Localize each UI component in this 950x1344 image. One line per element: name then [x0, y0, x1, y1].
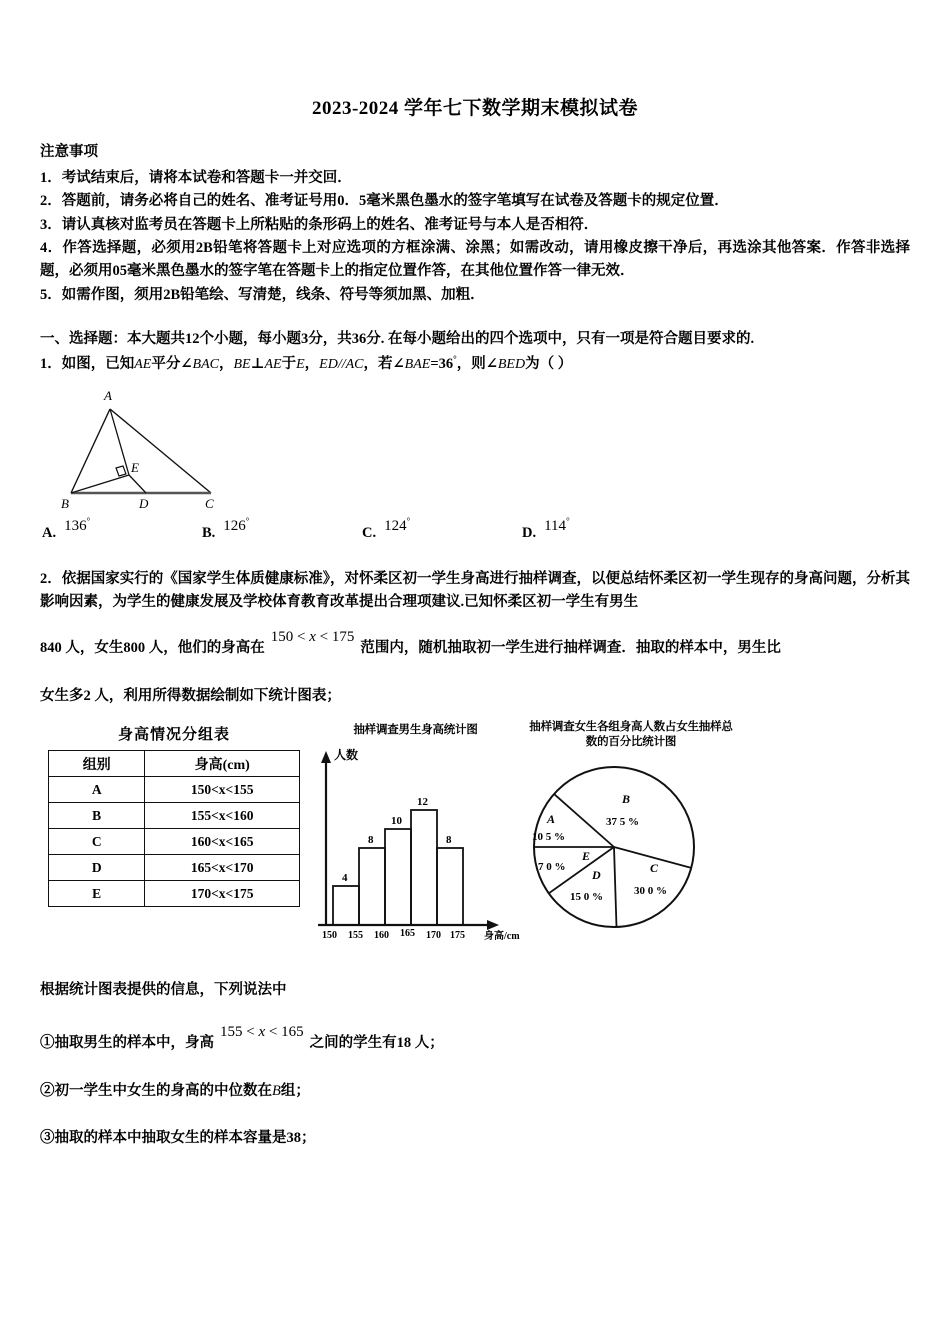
option-b-letter: B.: [202, 525, 216, 542]
label-d: D: [139, 496, 149, 512]
q1-text-h: ，则∠: [456, 355, 498, 372]
pie-label-d: D: [592, 867, 601, 882]
segment-ed: [129, 475, 146, 493]
page-title: 2023-2024 学年七下数学期末模拟试卷: [311, 98, 639, 119]
option-d[interactable]: [522, 516, 682, 542]
table-row: [49, 829, 300, 855]
option-a[interactable]: [42, 516, 202, 542]
pie-label-b: B: [622, 791, 631, 806]
statement-1-math: 155 < x < 165: [220, 1023, 304, 1040]
q1-text-g: =36: [430, 355, 454, 372]
pie-chart-svg: [526, 750, 726, 940]
segment-ae: [110, 409, 129, 475]
x-tick-170: 170: [426, 930, 441, 942]
q1-text-d: 于: [281, 355, 297, 372]
option-b[interactable]: [202, 516, 362, 542]
option-b-degree: °: [245, 516, 250, 527]
pie-chart-title: 抽样调查女生各组身高人数占女生抽样总数的百分比统计图: [529, 721, 733, 748]
question-2-para-1: 2．依据国家实行的《国家学生体质健康标准》，对怀柔区初一学生身高进行抽样调查，以便总结怀柔区初一学生现存的身高问题，分析其影响因素，为学生的健康发展及学校体育教育改革提出合理项建议.已知怀柔区初一学生有男生: [40, 571, 910, 610]
pie-label-e: E: [582, 848, 591, 863]
option-d-number: 114: [544, 518, 567, 535]
pie-value-d: 15 0 %: [570, 890, 603, 903]
pie-divider-cd: [614, 847, 617, 927]
x-tick-165: 165: [400, 928, 415, 940]
row-b-range: 155<x<160: [145, 803, 300, 829]
row-a-range: 150<x<155: [145, 777, 300, 803]
x-tick-160: 160: [374, 930, 389, 942]
label-a: A: [104, 388, 112, 404]
q1-text-a: 如图，已知: [61, 355, 135, 372]
q1-math-ed-ac: ED//AC: [319, 356, 364, 372]
segment-ab: [71, 409, 110, 493]
bar-155-160: [359, 848, 385, 925]
q1-math-bed: BED: [497, 356, 526, 372]
option-a-letter: A.: [42, 525, 57, 542]
header-height: 身高(cm): [145, 751, 300, 777]
segment-be: [71, 475, 129, 493]
question-2-block: [40, 568, 910, 707]
row-b-group: B: [49, 803, 145, 829]
bar-160-165: [385, 829, 411, 925]
row-d-group: D: [49, 855, 145, 881]
section-heading: 一、选择题：本大题共12个小题，每小题3分，共36分. 在每小题给出的四个选项中，只有一项是符合题目要求的.: [40, 331, 755, 348]
q1-math-bac: BAC: [192, 356, 219, 372]
notice-item-2: 2．答题前，请务必将自己的姓名、准考证号用0．5毫米黑色墨水的签字笔填写在试卷及答题卡的规定位置．: [40, 193, 729, 210]
statement-2-post: 组；: [280, 1082, 310, 1099]
option-c-degree: °: [406, 516, 411, 527]
statement-1-pre: ①抽取男生的样本中，身高: [40, 1034, 214, 1051]
notice-item-5: 5．如需作图，须用2B铅笔绘、写清楚，线条、符号等须加黑、加粗．: [40, 286, 485, 303]
option-b-number: 126: [223, 518, 246, 535]
bar-value-4: 12: [417, 796, 428, 809]
row-e-range: 170<x<175: [145, 881, 300, 907]
statement-2-math: B: [272, 1082, 281, 1099]
notice-block: [40, 142, 910, 308]
pie-label-c: C: [650, 860, 659, 875]
height-group-table-figure: [48, 723, 300, 907]
pie-value-c: 30 0 %: [634, 884, 667, 897]
pie-group: [532, 767, 694, 927]
question-2-statements: [40, 980, 910, 1150]
q1-text-e: ，: [304, 355, 320, 372]
option-c-value: [384, 516, 410, 535]
bar-chart-title: 抽样调查男生身高统计图: [353, 724, 478, 737]
label-b: B: [61, 496, 69, 512]
y-axis-arrow: [321, 751, 331, 763]
female-height-pie-chart-figure: [526, 720, 736, 955]
q2-para2-pre: 840 人，女生800 人，他们的身高在: [40, 640, 265, 657]
statement-3: [40, 1128, 910, 1150]
table-header-row: [49, 751, 300, 777]
option-c-number: 124: [384, 518, 407, 535]
right-angle-marker: [116, 466, 126, 476]
statement-2-pre: ②初一学生中女生的身高的中位数在: [40, 1082, 272, 1099]
q2-para2-post: 范围内，随机抽取初一学生进行抽样调查．抽取的样本中，男生比: [360, 640, 781, 657]
x-axis-arrow: [487, 920, 499, 930]
pie-value-a: 10 5 %: [532, 830, 565, 843]
q1-text-f: ，若∠: [363, 355, 405, 372]
statement-2: [40, 1081, 910, 1103]
q2-height-range-math: 150 < x < 175: [270, 629, 355, 646]
question-1-options: [42, 516, 682, 542]
question-1-geometry-figure: [58, 380, 308, 515]
notice-heading: 注意事项: [40, 143, 98, 160]
option-d-letter: D.: [522, 525, 537, 542]
table-title: 身高情况分组表: [117, 727, 230, 744]
q1-math-ae2: AE: [264, 356, 282, 372]
y-axis-label: 人数: [334, 748, 359, 763]
q1-degree-symbol: °: [453, 353, 457, 364]
bar-value-2: 8: [368, 834, 374, 847]
question-2-figures: [40, 723, 910, 958]
pie-label-a: A: [547, 811, 556, 826]
bar-165-170: [411, 810, 437, 925]
table-row: [49, 803, 300, 829]
statement-1: [40, 1023, 910, 1055]
bar-chart-svg: [308, 737, 523, 942]
table-row: [49, 881, 300, 907]
q1-text-c: ，: [218, 355, 234, 372]
statements-lead-in: 根据统计图表提供的信息，下列说法中: [40, 982, 287, 999]
row-c-group: C: [49, 829, 145, 855]
option-d-degree: °: [566, 516, 570, 527]
height-group-table: [48, 750, 300, 907]
header-group: 组别: [49, 751, 145, 777]
option-b-value: [223, 516, 249, 535]
notice-item-4: 4．作答选择题，必须用2B铅笔将答题卡上对应选项的方框涂满、涂黑；如需改动，请用橡皮擦干净后，再选涂其他答案．作答非选择题，必须用05毫米黑色墨水的签字笔在答题卡上的指定位置作答，在其他位置作答一律无效．: [40, 240, 910, 280]
option-d-value: [544, 516, 570, 535]
q1-text-i: 为（ ）: [525, 355, 573, 372]
label-e: E: [131, 460, 139, 476]
option-c-letter: C.: [362, 525, 377, 542]
bar-170-175: [437, 848, 463, 925]
pie-value-b: 37 5 %: [606, 815, 639, 828]
row-e-group: E: [49, 881, 145, 907]
geometry-svg: [58, 380, 308, 515]
question-1-text: [40, 352, 910, 377]
statement-1-post: 之间的学生有18 人；: [309, 1034, 444, 1051]
q1-math-bae: BAE: [404, 356, 431, 372]
segment-ac: [110, 409, 211, 493]
male-height-bar-chart-figure: [308, 723, 523, 955]
row-a-group: A: [49, 777, 145, 803]
table-row: [49, 855, 300, 881]
option-a-value: [64, 516, 90, 535]
bar-value-3: 10: [391, 815, 402, 828]
x-tick-150: 150: [322, 930, 337, 942]
option-a-degree: °: [86, 516, 91, 527]
notice-item-3: 3．请认真核对监考员在答题卡上所粘贴的条形码上的姓名、准考证号与本人是否相符．: [40, 216, 599, 233]
bar-150-155: [333, 886, 359, 925]
notice-item-1: 1．考试结束后，请将本试卷和答题卡一并交回．: [40, 169, 352, 186]
q1-math-ae: AE: [134, 356, 152, 372]
table-row: [49, 777, 300, 803]
x-tick-175: 175: [450, 930, 465, 942]
x-tick-155: 155: [348, 930, 363, 942]
option-a-number: 136: [64, 518, 87, 535]
row-d-range: 165<x<170: [145, 855, 300, 881]
x-axis-label: 身高/cm: [484, 931, 520, 943]
pie-value-e: 7 0 %: [538, 860, 566, 873]
q1-math-e: E: [296, 356, 305, 372]
bar-value-1: 4: [342, 872, 348, 885]
bar-value-5: 8: [446, 834, 452, 847]
question-1-number: 1．: [40, 355, 62, 372]
option-c[interactable]: [362, 516, 522, 542]
question-2-para-2: [40, 629, 910, 660]
q1-perp-symbol: ⊥: [250, 355, 265, 372]
q1-math-be: BE: [233, 356, 251, 372]
statement-3-pre: ③抽取的样本中抽取女生的样本容量是38；: [40, 1130, 316, 1147]
label-c: C: [205, 496, 214, 512]
question-2-para-3: 女生多2 人，利用所得数据绘制如下统计图表；: [40, 687, 341, 704]
q1-text-b: 平分∠: [151, 355, 193, 372]
row-c-range: 160<x<165: [145, 829, 300, 855]
